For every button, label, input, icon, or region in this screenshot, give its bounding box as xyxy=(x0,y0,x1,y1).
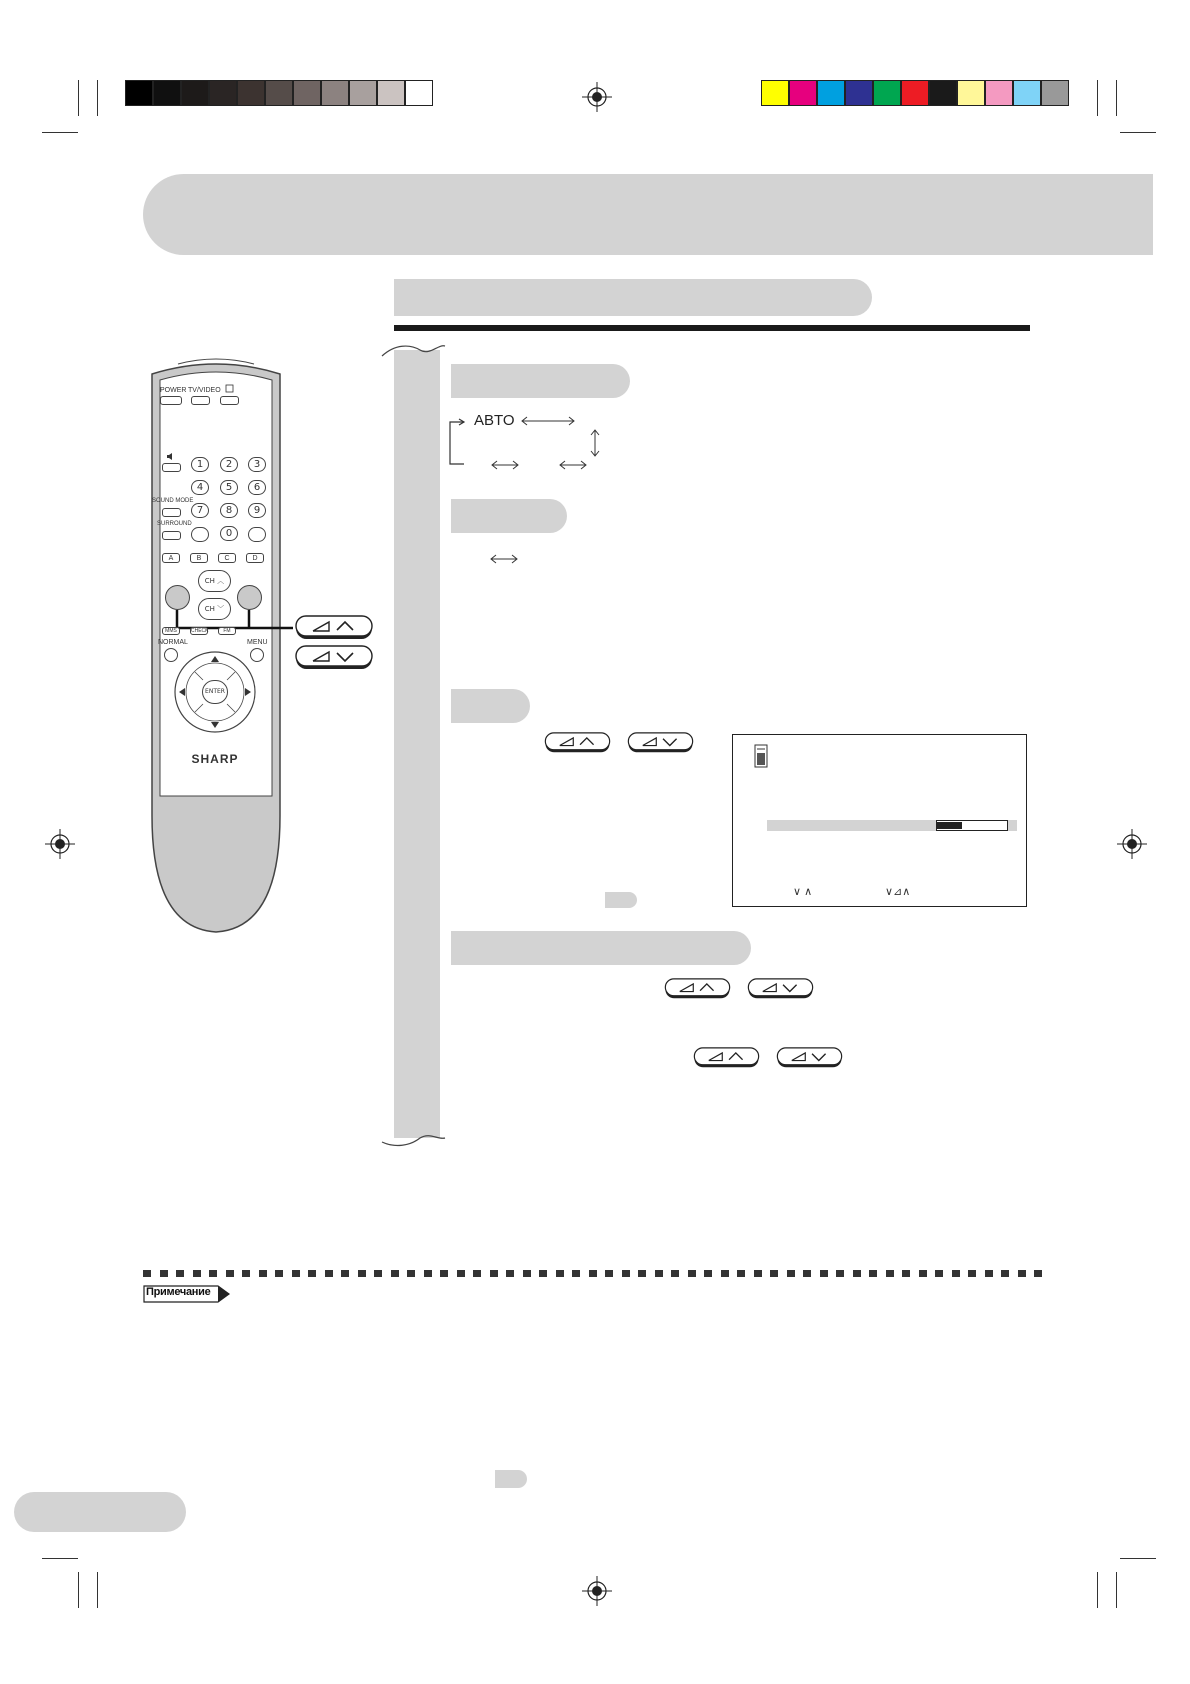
volume-up-button[interactable] xyxy=(237,585,262,610)
double-arrow-icon xyxy=(490,459,520,471)
dash-segment xyxy=(935,1270,943,1277)
number-button-8[interactable]: 8 xyxy=(220,503,238,518)
dash-segment xyxy=(721,1270,729,1277)
sound-mode-button[interactable] xyxy=(162,508,181,517)
dash-segment xyxy=(440,1270,448,1277)
volume-down-button-icon xyxy=(747,978,814,1000)
dash-segment xyxy=(886,1270,894,1277)
color-swatch xyxy=(845,80,873,106)
number-button-3[interactable]: 3 xyxy=(248,457,266,472)
dash-segment xyxy=(605,1270,613,1277)
osd-hint-arrows: ∨ ∧ xyxy=(793,886,813,898)
grey-swatch xyxy=(181,80,209,106)
color-swatch xyxy=(957,80,985,106)
grey-swatch xyxy=(405,80,433,106)
check-button[interactable] xyxy=(190,627,208,635)
mute-icon xyxy=(166,452,176,461)
normal-label: NORMAL xyxy=(158,639,188,646)
dash-segment xyxy=(209,1270,217,1277)
digit-mode-button[interactable] xyxy=(248,527,266,542)
grey-swatch xyxy=(293,80,321,106)
dash-segment xyxy=(556,1270,564,1277)
cycle-bracket xyxy=(446,412,466,472)
number-button-5[interactable]: 5 xyxy=(220,480,238,495)
dash-segment xyxy=(325,1270,333,1277)
number-button-2[interactable]: 2 xyxy=(220,457,238,472)
mms-label: MMS xyxy=(165,628,177,634)
page-number-tab xyxy=(14,1492,186,1532)
chapter-title-banner xyxy=(143,174,1153,255)
enter-button[interactable] xyxy=(202,680,228,704)
number-button-6[interactable]: 6 xyxy=(248,480,266,495)
dash-segment xyxy=(770,1270,778,1277)
color-swatch xyxy=(1041,80,1069,106)
grey-swatch xyxy=(125,80,153,106)
dash-segment xyxy=(1018,1270,1026,1277)
dash-segment xyxy=(787,1270,795,1277)
fm-button[interactable] xyxy=(218,627,236,635)
tv-video-button[interactable] xyxy=(191,396,210,405)
dash-segment xyxy=(704,1270,712,1277)
color-swatch xyxy=(929,80,957,106)
vertical-double-arrow-icon xyxy=(589,428,601,458)
grey-swatch xyxy=(153,80,181,106)
volume-down-button-icon xyxy=(627,732,694,754)
subheading-pill-4 xyxy=(451,931,751,965)
volume-down-callout-icon xyxy=(295,645,373,671)
strip-bottom-curl xyxy=(380,1128,450,1148)
dash-segment xyxy=(275,1270,283,1277)
picture-setting-icon xyxy=(754,744,768,768)
dash-segment xyxy=(176,1270,184,1277)
color-button-d[interactable]: D xyxy=(246,553,264,563)
dash-segment xyxy=(539,1270,547,1277)
sound-mode-label: SOUND MODE xyxy=(152,498,194,504)
page-ref-marker xyxy=(605,892,637,908)
registration-mark-icon xyxy=(1117,829,1147,859)
dash-segment xyxy=(638,1270,646,1277)
power-label: POWER xyxy=(160,387,187,394)
double-arrow-icon xyxy=(489,553,519,565)
osd-screen xyxy=(732,734,1027,907)
note-label: Примечание xyxy=(146,1286,211,1298)
surround-label: SURROUND xyxy=(157,521,192,527)
dash-segment xyxy=(836,1270,844,1277)
volume-up-button-icon xyxy=(693,1047,760,1069)
dash-segment xyxy=(259,1270,267,1277)
grey-swatch xyxy=(209,80,237,106)
registration-mark-icon xyxy=(582,82,612,112)
page-center-marker xyxy=(495,1470,527,1488)
sleep-button[interactable] xyxy=(220,396,239,405)
registration-mark-icon xyxy=(45,829,75,859)
channel-up-button[interactable]: CH ︿ xyxy=(198,570,231,592)
dash-segment xyxy=(226,1270,234,1277)
dash-segment xyxy=(671,1270,679,1277)
dash-segment xyxy=(952,1270,960,1277)
subheading-pill-3 xyxy=(451,689,530,723)
dash-segment xyxy=(473,1270,481,1277)
grey-swatch xyxy=(237,80,265,106)
dash-segment xyxy=(193,1270,201,1277)
grey-swatch xyxy=(265,80,293,106)
dash-segment xyxy=(622,1270,630,1277)
dash-segment xyxy=(1034,1270,1042,1277)
dash-segment xyxy=(869,1270,877,1277)
dash-segment xyxy=(308,1270,316,1277)
grey-swatch xyxy=(321,80,349,106)
color-swatch xyxy=(761,80,789,106)
dash-segment xyxy=(902,1270,910,1277)
check-label: CHECK xyxy=(191,628,209,634)
color-button-a[interactable]: A xyxy=(162,553,180,563)
double-arrow-icon xyxy=(558,459,588,471)
ch-up-label: CH xyxy=(204,577,215,585)
dash-segment xyxy=(358,1270,366,1277)
number-button-9[interactable]: 9 xyxy=(248,503,266,518)
cycle-start-label: ABTO xyxy=(474,412,515,429)
dash-segment xyxy=(292,1270,300,1277)
subheading-pill-2 xyxy=(451,499,567,533)
volume-up-button-icon xyxy=(664,978,731,1000)
dash-segment xyxy=(1001,1270,1009,1277)
volume-up-callout-icon xyxy=(295,615,373,641)
osd-level-bar xyxy=(936,820,1008,831)
number-button-4[interactable]: 4 xyxy=(191,480,209,495)
dash-segment xyxy=(424,1270,432,1277)
mute-button[interactable] xyxy=(162,463,181,472)
volume-down-button-icon xyxy=(776,1047,843,1069)
dash-segment xyxy=(820,1270,828,1277)
dash-segment xyxy=(391,1270,399,1277)
section-title-bar xyxy=(394,279,872,316)
dash-segment xyxy=(523,1270,531,1277)
enter-label: ENTER xyxy=(205,688,225,695)
registration-mark-icon xyxy=(582,1576,612,1606)
dash-segment xyxy=(968,1270,976,1277)
dash-segment xyxy=(754,1270,762,1277)
color-swatch xyxy=(789,80,817,106)
dash-segment xyxy=(655,1270,663,1277)
dash-segment xyxy=(803,1270,811,1277)
dash-segment xyxy=(143,1270,151,1277)
dash-segment xyxy=(242,1270,250,1277)
dash-segment xyxy=(374,1270,382,1277)
dash-segment xyxy=(457,1270,465,1277)
color-button-b[interactable]: B xyxy=(190,553,208,563)
sleep-icon xyxy=(225,384,234,393)
osd-hint-arrows-2: ∨⊿∧ xyxy=(885,886,911,898)
dash-segment xyxy=(589,1270,597,1277)
grey-swatch xyxy=(377,80,405,106)
color-swatch xyxy=(873,80,901,106)
ch-down-label: CH xyxy=(204,605,215,613)
dash-segment xyxy=(341,1270,349,1277)
strip-top-curl xyxy=(380,342,450,362)
mms-button[interactable] xyxy=(162,627,180,635)
dash-segment xyxy=(985,1270,993,1277)
dash-segment xyxy=(506,1270,514,1277)
volume-down-button[interactable] xyxy=(165,585,190,610)
color-swatch xyxy=(817,80,845,106)
flashback-button[interactable] xyxy=(191,527,209,542)
color-swatch xyxy=(1013,80,1041,106)
dash-segment xyxy=(407,1270,415,1277)
color-swatch xyxy=(985,80,1013,106)
dash-segment xyxy=(919,1270,927,1277)
menu-label: MENU xyxy=(247,639,268,646)
color-swatch xyxy=(901,80,929,106)
dash-segment xyxy=(853,1270,861,1277)
dash-segment xyxy=(737,1270,745,1277)
section-rule xyxy=(394,325,1030,331)
power-button[interactable] xyxy=(160,396,182,405)
dash-segment xyxy=(160,1270,168,1277)
dash-segment xyxy=(490,1270,498,1277)
steps-sidebar-strip xyxy=(394,350,440,1138)
remote-brand-logo: SHARP xyxy=(191,752,239,766)
number-button-7[interactable]: 7 xyxy=(191,503,209,518)
color-button-c[interactable]: C xyxy=(218,553,236,563)
dash-segment xyxy=(572,1270,580,1277)
double-arrow-icon xyxy=(520,415,576,427)
volume-up-button-icon xyxy=(544,732,611,754)
osd-level-fill xyxy=(937,822,962,829)
channel-down-button[interactable]: CH ﹀ xyxy=(198,598,231,620)
tv-video-label: TV/VIDEO xyxy=(188,387,221,394)
subheading-pill-1 xyxy=(451,364,630,398)
number-button-1[interactable]: 1 xyxy=(191,457,209,472)
number-button-0[interactable]: 0 xyxy=(220,526,238,541)
dash-segment xyxy=(688,1270,696,1277)
surround-button[interactable] xyxy=(162,531,181,540)
grey-swatch xyxy=(349,80,377,106)
fm-label: FM xyxy=(223,628,231,634)
